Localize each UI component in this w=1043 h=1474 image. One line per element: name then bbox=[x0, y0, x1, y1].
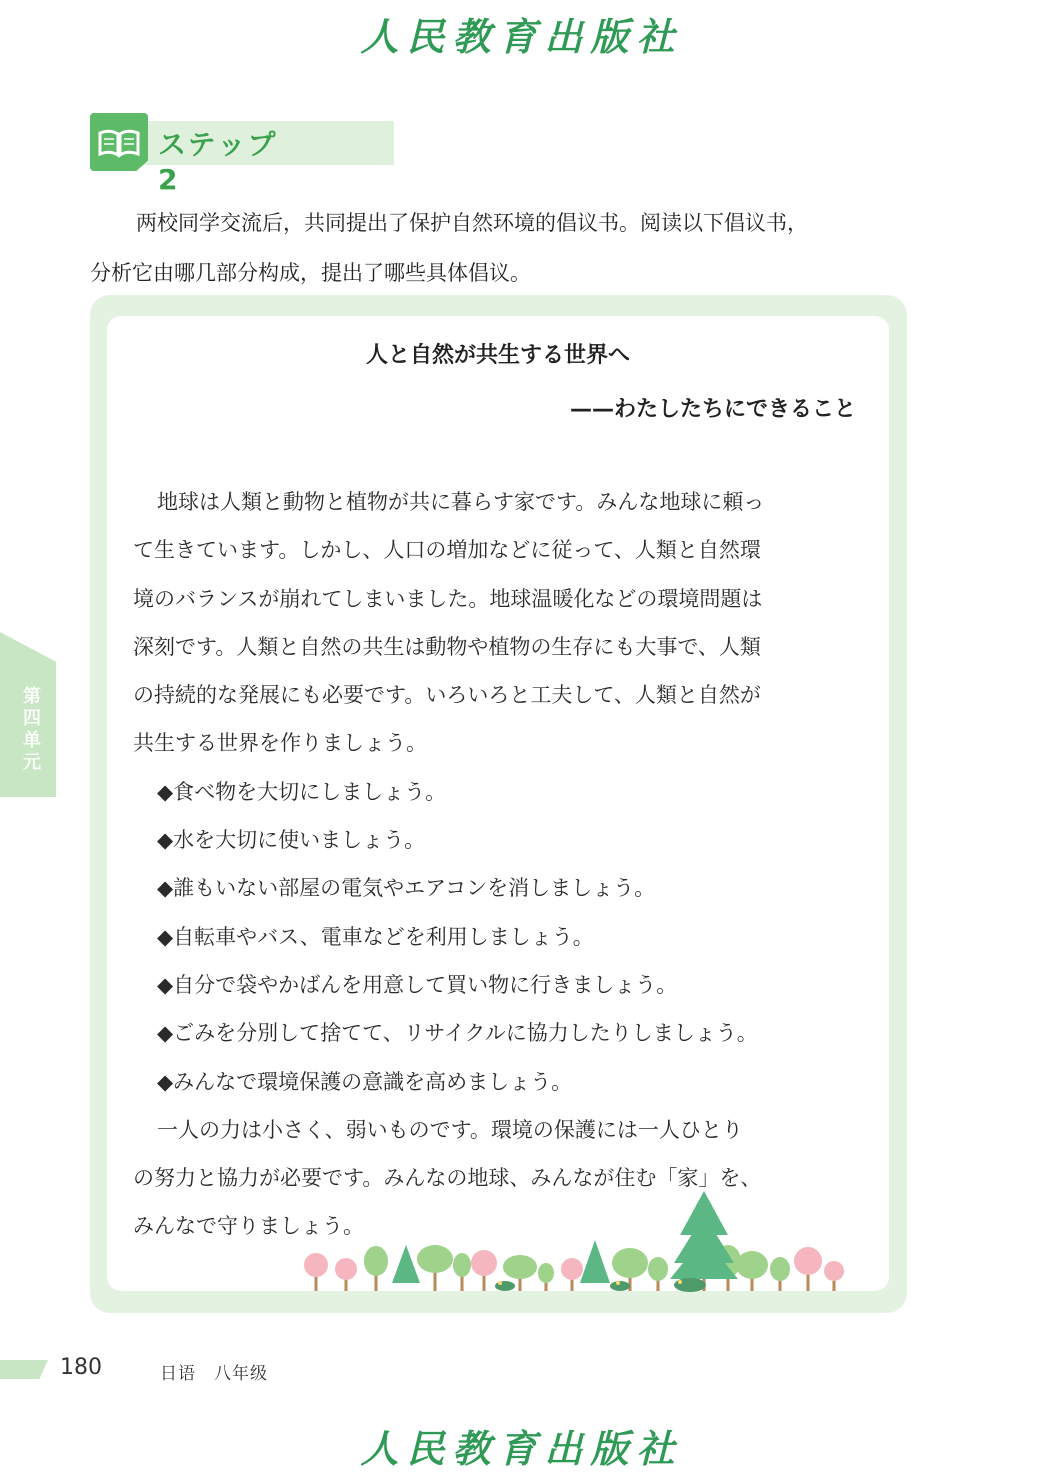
letter-line: 地球は人類と動物と植物が共に暮らす家です。みんな地球に頼っ bbox=[157, 490, 765, 514]
step-header bbox=[90, 113, 310, 196]
open-book-icon bbox=[90, 113, 148, 171]
letter-line: 一人の力は小さく、弱いものです。環境の保護には一人ひとり bbox=[157, 1117, 743, 1142]
intro-line: 两校同学交流后，共同提出了保护自然环境的倡议书。阅读以下倡议书， bbox=[136, 211, 808, 235]
letter-title: 人と自然が共生する世界へ bbox=[365, 343, 630, 368]
letter-line: の努力と協力が必要です。みんなの地球、みんなが住む「家」を、 bbox=[133, 1166, 762, 1191]
letter-line: 深刻です。人類と自然の共生は動物や植物の生存にも大事で、人類 bbox=[133, 634, 761, 659]
letter-line: みんなで守りましょう。 bbox=[133, 1214, 364, 1239]
intro-paragraph bbox=[90, 198, 920, 298]
tree-illustration bbox=[300, 1185, 860, 1295]
unit-side-tab-label: 第四单元 bbox=[23, 686, 41, 773]
proposal-item: ◆みんなで環境保護の意識を高めましょう。 bbox=[157, 1069, 573, 1094]
letter-line: 境のバランスが崩れてしまいました。地球温暖化などの環境問題は bbox=[133, 586, 763, 611]
letter-line: 共生する世界を作りましょう。 bbox=[133, 731, 427, 756]
proposal-item: ◆自転車やバス、電車などを利用しましょう。 bbox=[157, 924, 594, 949]
proposal-item: ◆ごみを分別して捨てて、リサイクルに協力したりしましょう。 bbox=[157, 1021, 758, 1046]
footer-accent-bar bbox=[0, 1360, 48, 1379]
intro-line: 分析它由哪几部分构成，提出了哪些具体倡议。 bbox=[90, 261, 531, 285]
proposal-item: ◆食べ物を大切にしましょう。 bbox=[157, 779, 447, 804]
page-number: 180 bbox=[60, 1355, 102, 1380]
proposal-item: ◆誰もいない部屋の電気やエアコンを消しましょう。 bbox=[157, 876, 656, 901]
proposal-item: ◆水を大切に使いましょう。 bbox=[157, 828, 426, 853]
publisher-logo-top: 人民教育出版社 bbox=[360, 14, 683, 59]
publisher-logo-bottom: 人民教育出版社 bbox=[360, 1426, 683, 1471]
letter-body bbox=[133, 478, 863, 1251]
proposal-item: ◆自分で袋やかばんを用意して買い物に行きましょう。 bbox=[157, 972, 678, 997]
letter-subtitle: ——わたしたちにできること bbox=[569, 397, 856, 422]
letter-line: の持続的な発展にも必要です。いろいろと工夫して、人類と自然が bbox=[133, 683, 761, 708]
letter-line: て生きています。しかし、人口の増加などに従って、人類と自然環 bbox=[133, 538, 761, 563]
footer-book-title: 日语 八年级 bbox=[160, 1364, 268, 1384]
step-label: ステップ 2 bbox=[158, 128, 278, 196]
